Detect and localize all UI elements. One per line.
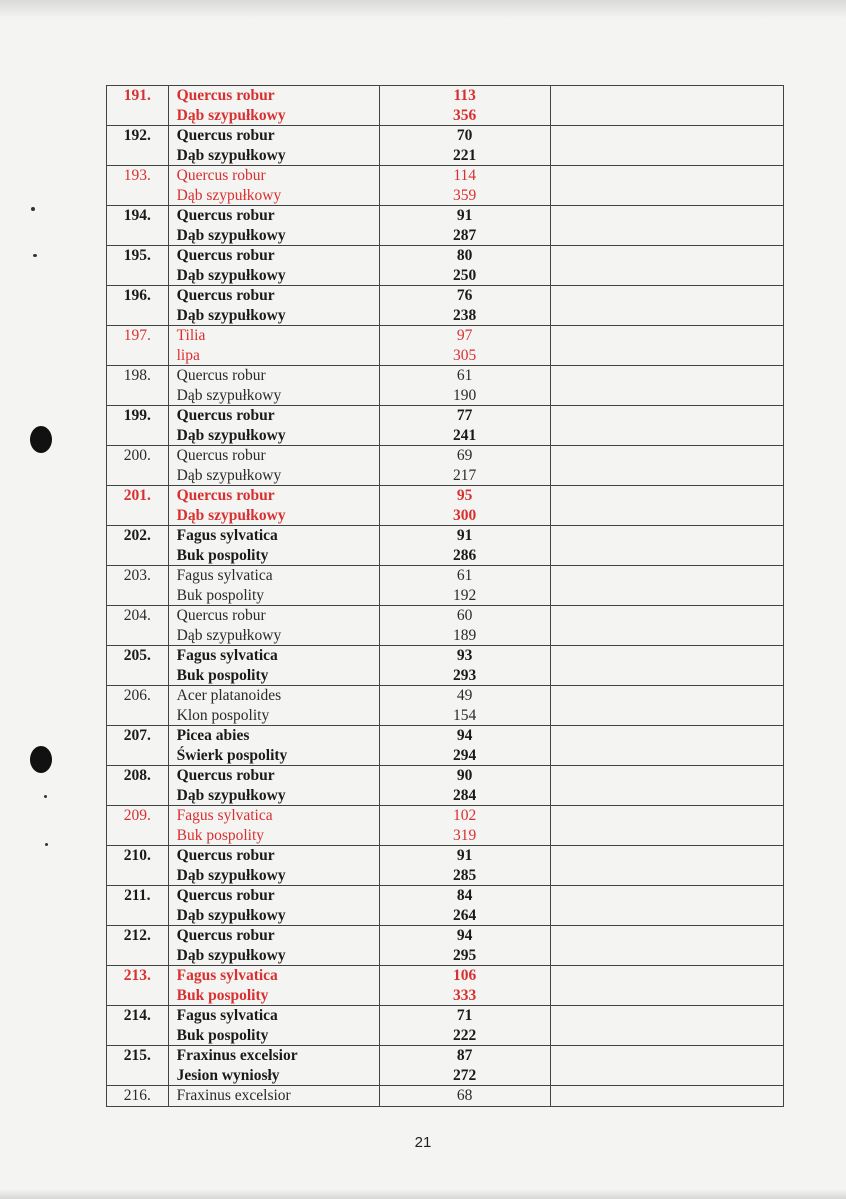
species-cell — [168, 1086, 379, 1107]
row-number: 211. — [107, 886, 169, 926]
empty-cell — [550, 606, 783, 646]
page-number: 21 — [414, 1134, 432, 1151]
table-row — [107, 726, 784, 766]
empty-cell — [550, 366, 783, 406]
species-latin: Quercus robur — [176, 447, 266, 464]
empty-cell — [550, 86, 783, 126]
species-polish: Buk pospolity — [176, 666, 269, 684]
species-polish: Dąb szypułkowy — [176, 306, 286, 324]
value-primary: 68 — [456, 1087, 473, 1104]
table-row — [107, 526, 784, 566]
value-primary: 60 — [456, 607, 473, 624]
table-row — [107, 206, 784, 246]
value-secondary: 359 — [453, 186, 477, 204]
empty-cell — [550, 646, 783, 686]
row-number: 191. — [107, 86, 169, 126]
empty-cell — [550, 926, 783, 966]
row-number: 203. — [107, 566, 169, 606]
table-row — [107, 286, 784, 326]
species-polish: Dąb szypułkowy — [176, 946, 286, 964]
species-latin: Tilia — [176, 327, 206, 344]
tree-inventory-table — [106, 85, 784, 1107]
species-polish: Buk pospolity — [176, 986, 269, 1004]
value-secondary: 264 — [453, 906, 477, 924]
value-secondary: 221 — [453, 146, 477, 164]
punch-hole-upper — [30, 426, 52, 453]
empty-cell — [550, 1046, 783, 1086]
species-latin: Quercus robur — [176, 407, 275, 424]
value-primary: 91 — [456, 527, 473, 544]
species-latin: Quercus robur — [176, 847, 275, 864]
empty-cell — [550, 886, 783, 926]
measurement-cell — [379, 806, 550, 846]
measurement-cell — [379, 606, 550, 646]
species-latin: Quercus robur — [176, 887, 275, 904]
empty-cell — [550, 806, 783, 846]
value-primary: 94 — [456, 727, 473, 744]
species-polish: Dąb szypułkowy — [176, 106, 286, 124]
table-row — [107, 686, 784, 726]
empty-cell — [550, 766, 783, 806]
table-row — [107, 1046, 784, 1086]
measurement-cell — [379, 886, 550, 926]
measurement-cell — [379, 526, 550, 566]
species-polish: Dąb szypułkowy — [176, 226, 286, 244]
scan-shadow-top — [0, 0, 846, 18]
row-number: 210. — [107, 846, 169, 886]
table-row — [107, 1006, 784, 1046]
row-number: 202. — [107, 526, 169, 566]
row-number: 195. — [107, 246, 169, 286]
table-row — [107, 766, 784, 806]
species-cell — [168, 686, 379, 726]
species-cell — [168, 806, 379, 846]
empty-cell — [550, 406, 783, 446]
punch-hole-lower — [30, 746, 52, 773]
species-cell — [168, 1046, 379, 1086]
value-primary: 80 — [456, 247, 473, 264]
row-number: 192. — [107, 126, 169, 166]
scan-speck — [45, 843, 48, 846]
value-secondary: 250 — [453, 266, 477, 284]
species-cell — [168, 326, 379, 366]
table-row — [107, 326, 784, 366]
value-secondary: 287 — [453, 226, 477, 244]
species-polish: Jesion wyniosły — [176, 1066, 280, 1084]
value-secondary: 356 — [453, 106, 477, 124]
row-number: 215. — [107, 1046, 169, 1086]
value-secondary: 285 — [453, 866, 477, 884]
measurement-cell — [379, 846, 550, 886]
measurement-cell — [379, 446, 550, 486]
species-polish: Dąb szypułkowy — [176, 426, 286, 444]
species-cell — [168, 726, 379, 766]
row-number: 216. — [107, 1086, 169, 1107]
row-number: 197. — [107, 326, 169, 366]
value-primary: 94 — [456, 927, 473, 944]
value-secondary: 305 — [453, 346, 477, 364]
value-secondary: 333 — [453, 986, 477, 1004]
species-polish: lipa — [176, 346, 200, 364]
empty-cell — [550, 1006, 783, 1046]
species-polish: Dąb szypułkowy — [176, 466, 282, 484]
species-latin: Fraxinus excelsior — [176, 1047, 298, 1064]
measurement-cell — [379, 326, 550, 366]
value-primary: 87 — [456, 1047, 473, 1064]
measurement-cell — [379, 926, 550, 966]
species-polish: Dąb szypułkowy — [176, 266, 286, 284]
species-latin: Picea abies — [176, 727, 250, 744]
species-cell — [168, 1006, 379, 1046]
measurement-cell — [379, 1046, 550, 1086]
species-latin: Quercus robur — [176, 767, 275, 784]
value-primary: 84 — [456, 887, 473, 904]
species-polish: Dąb szypułkowy — [176, 146, 286, 164]
species-latin: Quercus robur — [176, 127, 275, 144]
table-row — [107, 846, 784, 886]
value-secondary: 189 — [453, 626, 477, 644]
species-polish: Dąb szypułkowy — [176, 906, 286, 924]
species-cell — [168, 566, 379, 606]
empty-cell — [550, 286, 783, 326]
row-number: 207. — [107, 726, 169, 766]
species-latin: Fagus sylvatica — [176, 1007, 278, 1024]
species-polish: Dąb szypułkowy — [176, 866, 286, 884]
row-number: 214. — [107, 1006, 169, 1046]
measurement-cell — [379, 86, 550, 126]
species-polish: Świerk pospolity — [176, 746, 288, 764]
measurement-cell — [379, 406, 550, 446]
measurement-cell — [379, 366, 550, 406]
row-number: 193. — [107, 166, 169, 206]
measurement-cell — [379, 1086, 550, 1107]
measurement-cell — [379, 686, 550, 726]
measurement-cell — [379, 486, 550, 526]
species-cell — [168, 446, 379, 486]
species-cell — [168, 486, 379, 526]
species-cell — [168, 606, 379, 646]
value-secondary: 294 — [453, 746, 477, 764]
species-polish: Dąb szypułkowy — [176, 186, 282, 204]
empty-cell — [550, 326, 783, 366]
value-primary: 113 — [453, 87, 476, 104]
table-row — [107, 246, 784, 286]
value-secondary: 222 — [453, 1026, 477, 1044]
row-number: 194. — [107, 206, 169, 246]
species-cell — [168, 846, 379, 886]
table-row — [107, 806, 784, 846]
species-polish: Buk pospolity — [176, 826, 265, 844]
measurement-cell — [379, 726, 550, 766]
species-latin: Quercus robur — [176, 167, 266, 184]
measurement-cell — [379, 646, 550, 686]
species-cell — [168, 526, 379, 566]
value-secondary: 295 — [453, 946, 477, 964]
empty-cell — [550, 846, 783, 886]
measurement-cell — [379, 206, 550, 246]
measurement-cell — [379, 766, 550, 806]
table-row — [107, 486, 784, 526]
value-secondary: 241 — [453, 426, 477, 444]
table-row — [107, 646, 784, 686]
species-latin: Quercus robur — [176, 607, 266, 624]
measurement-cell — [379, 166, 550, 206]
value-secondary: 272 — [453, 1066, 477, 1084]
value-primary: 61 — [456, 567, 473, 584]
species-cell — [168, 206, 379, 246]
empty-cell — [550, 686, 783, 726]
value-primary: 49 — [456, 687, 473, 704]
value-primary: 93 — [456, 647, 473, 664]
value-secondary: 286 — [453, 546, 477, 564]
empty-cell — [550, 126, 783, 166]
scan-speck — [33, 254, 37, 257]
row-number: 212. — [107, 926, 169, 966]
species-polish: Buk pospolity — [176, 586, 265, 604]
row-number: 198. — [107, 366, 169, 406]
row-number: 200. — [107, 446, 169, 486]
row-number: 208. — [107, 766, 169, 806]
scan-speck — [31, 207, 35, 211]
value-primary: 102 — [453, 807, 477, 824]
species-cell — [168, 886, 379, 926]
species-cell — [168, 406, 379, 446]
measurement-cell — [379, 1006, 550, 1046]
value-primary: 91 — [456, 847, 473, 864]
table-row — [107, 566, 784, 606]
species-latin: Quercus robur — [176, 367, 266, 384]
row-number: 209. — [107, 806, 169, 846]
table-row — [107, 926, 784, 966]
species-cell — [168, 166, 379, 206]
table-row — [107, 366, 784, 406]
row-number: 199. — [107, 406, 169, 446]
value-primary: 76 — [456, 287, 473, 304]
species-polish: Dąb szypułkowy — [176, 626, 282, 644]
species-latin: Fagus sylvatica — [176, 567, 273, 584]
species-polish: Klon pospolity — [176, 706, 270, 724]
row-number: 201. — [107, 486, 169, 526]
species-latin: Quercus robur — [176, 927, 275, 944]
value-secondary: 217 — [453, 466, 477, 484]
species-polish: Buk pospolity — [176, 546, 269, 564]
empty-cell — [550, 726, 783, 766]
species-polish: Buk pospolity — [176, 1026, 269, 1044]
species-cell — [168, 926, 379, 966]
value-secondary: 319 — [453, 826, 477, 844]
value-secondary: 300 — [453, 506, 477, 524]
table-row — [107, 166, 784, 206]
species-latin: Quercus robur — [176, 247, 275, 264]
row-number: 204. — [107, 606, 169, 646]
species-cell — [168, 286, 379, 326]
table-row — [107, 966, 784, 1006]
species-cell — [168, 766, 379, 806]
species-latin: Fraxinus excelsior — [176, 1087, 291, 1104]
species-latin: Fagus sylvatica — [176, 647, 278, 664]
species-latin: Fagus sylvatica — [176, 807, 273, 824]
empty-cell — [550, 526, 783, 566]
species-polish: Dąb szypułkowy — [176, 786, 286, 804]
empty-cell — [550, 566, 783, 606]
scan-speck — [44, 795, 47, 798]
species-polish: Dąb szypułkowy — [176, 386, 282, 404]
table-row — [107, 1086, 784, 1107]
value-secondary: 154 — [453, 706, 477, 724]
measurement-cell — [379, 126, 550, 166]
species-cell — [168, 966, 379, 1006]
scan-shadow-bottom — [0, 1189, 846, 1199]
table-row — [107, 126, 784, 166]
table-row — [107, 446, 784, 486]
empty-cell — [550, 486, 783, 526]
species-cell — [168, 366, 379, 406]
empty-cell — [550, 1086, 783, 1107]
species-latin: Fagus sylvatica — [176, 967, 278, 984]
value-secondary: 293 — [453, 666, 477, 684]
value-secondary: 192 — [453, 586, 477, 604]
species-latin: Acer platanoides — [176, 687, 282, 704]
species-cell — [168, 246, 379, 286]
value-secondary: 238 — [453, 306, 477, 324]
value-primary: 114 — [453, 167, 477, 184]
measurement-cell — [379, 286, 550, 326]
measurement-cell — [379, 966, 550, 1006]
value-primary: 77 — [456, 407, 473, 424]
table-row — [107, 86, 784, 126]
empty-cell — [550, 966, 783, 1006]
empty-cell — [550, 166, 783, 206]
empty-cell — [550, 206, 783, 246]
table-row — [107, 606, 784, 646]
table-row — [107, 406, 784, 446]
value-primary: 95 — [456, 487, 473, 504]
value-primary: 106 — [453, 967, 477, 984]
value-primary: 70 — [456, 127, 473, 144]
empty-cell — [550, 246, 783, 286]
row-number: 213. — [107, 966, 169, 1006]
species-latin: Quercus robur — [176, 87, 275, 104]
value-primary: 61 — [456, 367, 473, 384]
species-cell — [168, 126, 379, 166]
value-primary: 91 — [456, 207, 473, 224]
species-latin: Fagus sylvatica — [176, 527, 278, 544]
value-secondary: 190 — [453, 386, 477, 404]
row-number: 205. — [107, 646, 169, 686]
empty-cell — [550, 446, 783, 486]
species-latin: Quercus robur — [176, 287, 275, 304]
species-latin: Quercus robur — [176, 207, 275, 224]
species-cell — [168, 646, 379, 686]
value-primary: 90 — [456, 767, 473, 784]
value-primary: 97 — [456, 327, 473, 344]
species-polish: Dąb szypułkowy — [176, 506, 286, 524]
table-row — [107, 886, 784, 926]
value-secondary: 284 — [453, 786, 477, 804]
measurement-cell — [379, 566, 550, 606]
value-primary: 69 — [456, 447, 473, 464]
row-number: 196. — [107, 286, 169, 326]
species-latin: Quercus robur — [176, 487, 275, 504]
measurement-cell — [379, 246, 550, 286]
value-primary: 71 — [456, 1007, 473, 1024]
species-cell — [168, 86, 379, 126]
row-number: 206. — [107, 686, 169, 726]
